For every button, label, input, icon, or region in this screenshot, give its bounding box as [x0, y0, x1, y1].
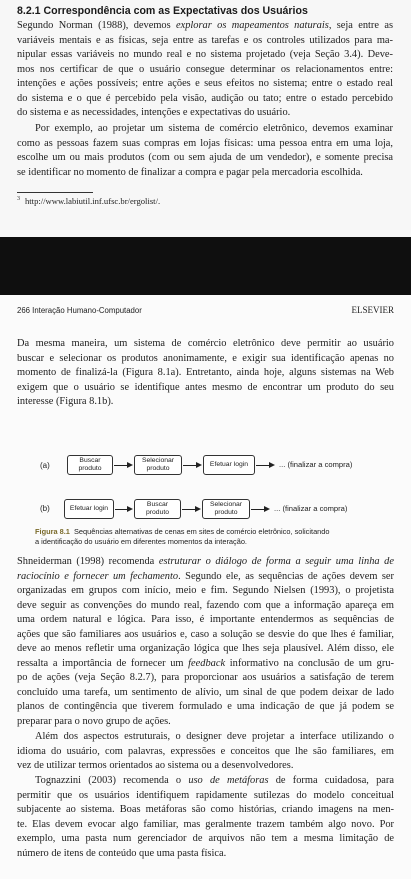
text-line: mos nos certificar de que o usuário consegue determinar os relacionamentos entre: — [17, 63, 393, 75]
text-line: exigem que o usuário se identifique antes mesmo de encontrar um produto do seu — [17, 381, 394, 393]
figure-number: Figura 8.1 — [35, 527, 70, 536]
row-b-arrow-1 — [115, 505, 133, 513]
text-line: raciocínio e fornecer um fechamento. Segundo ele, as sequências de ações devem ser — [17, 570, 395, 582]
body-paragraph-2 — [17, 730, 394, 774]
footnote-link[interactable]: http://www.labiutil.inf.ufsc.br/ergolist/. — [25, 196, 161, 206]
text-line: variáveis mentais e as físicas, seja entre as tarefas e os controles utilizados para ma- — [17, 34, 393, 46]
row-a-arrow-2 — [183, 461, 202, 469]
text-line: idioma do usuário, com palavras, expressões e conceitos que lhe são familiares, em — [17, 745, 394, 757]
text-line: momento de finalizá-la (Figura 8.1a). Entretanto, ainda hoje, alguns sistemas na Web — [17, 367, 394, 378]
row-b-step-1: Efetuar login — [64, 499, 114, 519]
intro-paragraph — [17, 337, 394, 410]
row-b-end-text: ... (finalizar a compra) — [274, 504, 348, 513]
text-line: do sistema e o que é percebido pela visão, audição ou tato; entre o estado percebido — [17, 92, 393, 104]
footnote-rule — [17, 192, 93, 193]
footnote-marker: 3 — [17, 196, 20, 203]
text-line: intenções e ações possíveis; entre ações e seus efeitos no sistema; entre o estado real — [17, 78, 393, 89]
text-line: Tognazzini (2003) recomenda o uso de metáforas de forma cuidadosa, para — [35, 775, 394, 786]
text-line: uma ordem natural e lógica. Para isso, é importante entendermos as sequências de — [17, 614, 394, 625]
body-paragraph-1 — [17, 555, 394, 729]
section-heading: 8.2.1 Correspondência com as Expectativas dos Usuários — [17, 5, 308, 17]
row-a-end-text: ... (finalizar a compra) — [279, 460, 353, 469]
text-line: Segundo Norman (1988), devemos explorar os mapeamentos naturais, seja entre as — [17, 20, 393, 31]
text-line: do sistema e as necessidades, intenções e expectativas do usuário. — [17, 107, 291, 118]
text-line: te. Elas devem evocar algo familiar, mas geralmente trazem também algo novo. Por — [17, 818, 394, 830]
row-b-step-3: Selecionar produto — [202, 499, 250, 519]
text-line: deve seguir as convenções do mundo real, fazendo com que a informação apareça em — [17, 599, 394, 611]
text-line: exemplo, uma pasta num gerenciador de arquivos não tem a mesma limitação de — [17, 833, 394, 844]
text-line: organizadas em grupos com início, meio e fim. Segundo Nielsen (1993), o projetista — [17, 585, 394, 596]
caption-line-2: a identificação do usuário em diferentes momentos da interação. — [35, 536, 247, 546]
row-b-arrow-2 — [182, 505, 201, 513]
row-a-step-2: Selecionar produto — [134, 455, 182, 475]
row-b-label: (b) — [40, 504, 50, 513]
text-line: planos de contingência que tiverem formulado e uma indicação de que já podem se — [17, 701, 394, 712]
text-line: Da mesma maneira, um sistema de comércio eletrônico deve permitir ao usuário — [17, 338, 394, 349]
text-line: se identificar no momento de finalizar a compra e pagar pela mercadoria escolhida. — [17, 166, 363, 178]
page-number-and-title: 266 Interação Humano-Computador — [17, 306, 142, 315]
publisher-name: ELSEVIER — [351, 305, 394, 315]
text-line: po de ações (veja Seção 8.2.7), para proporcionar aos usuários a satisfação de terem — [17, 672, 394, 683]
text-line: interesse (Figura 8.1b). — [17, 396, 114, 407]
text-line: escolhe um ou mais produtos (com ou sem ajuda de um vendedor), e somente precisa — [17, 152, 393, 163]
body-paragraph-3 — [17, 774, 394, 861]
text-line: subjacente ao sistema. Boas metáforas são como histórias, criando imagens na men- — [17, 804, 394, 815]
row-a-arrow-3 — [256, 461, 275, 469]
text-line: concluído uma tarefa, um sentimento de alívio, um sinal de que podem deixar de lado — [17, 686, 394, 698]
row-a-step-1: Buscar produto — [67, 455, 113, 475]
row-a-step-3: Efetuar login — [203, 455, 255, 475]
text-line: ressalta a importância de fornecer um feedback informativo na conclusão de um gru- — [17, 657, 394, 669]
row-b-arrow-3 — [251, 505, 270, 513]
text-line: vez de utilizar termos orientados ao sistema ou a desenvolvedores. — [17, 760, 294, 771]
text-line: nipular essas variáveis no mundo real e no sistema projetado (veja Seção 3.4). Deve- — [17, 49, 393, 60]
caption-line-1: Sequências alternativas de cenas em sites de comércio eletrônico, solicitando — [73, 527, 330, 536]
text-line: deve ao menos refletir uma organização lógica que lhes seja plausível. Além disso, ele — [17, 643, 394, 654]
running-header — [17, 306, 394, 318]
text-line: número de itens de conteúdo que uma pasta física. — [17, 847, 227, 859]
top-paragraph-2 — [17, 122, 393, 180]
text-line: Além dos aspectos estruturais, o designer deve projetar a interface utilizando o — [35, 731, 394, 742]
text-line: como as pessoas fazem suas compras em lojas físicas: uma pessoa entra em uma loja, — [17, 137, 393, 149]
text-line: Shneiderman (1998) recomenda estruturar o diálogo de forma a seguir uma linha de — [17, 556, 394, 567]
page-gap — [0, 237, 411, 295]
text-line: ações que são familiares aos usuários e, caso a solução se desvie do que lhes é familiar, — [17, 628, 394, 640]
top-paragraph-1 — [17, 19, 393, 121]
figure-caption — [35, 527, 330, 546]
text-line: permitir que os usuários identifiquem rapidamente sutilezas do modelo conceitual — [17, 789, 394, 801]
text-line: preparar para o novo grupo de ações. — [17, 715, 171, 727]
row-b-step-2: Buscar produto — [134, 499, 181, 519]
row-a-arrow-1 — [114, 461, 133, 469]
footnote — [17, 196, 160, 206]
text-line: Por exemplo, ao projetar um sistema de comércio eletrônico, devemos examinar — [35, 123, 393, 134]
text-line: buscar e selecionar os produtos anonimamente, e exigir sua identificação apenas no — [17, 352, 394, 364]
row-a-label: (a) — [40, 461, 50, 470]
